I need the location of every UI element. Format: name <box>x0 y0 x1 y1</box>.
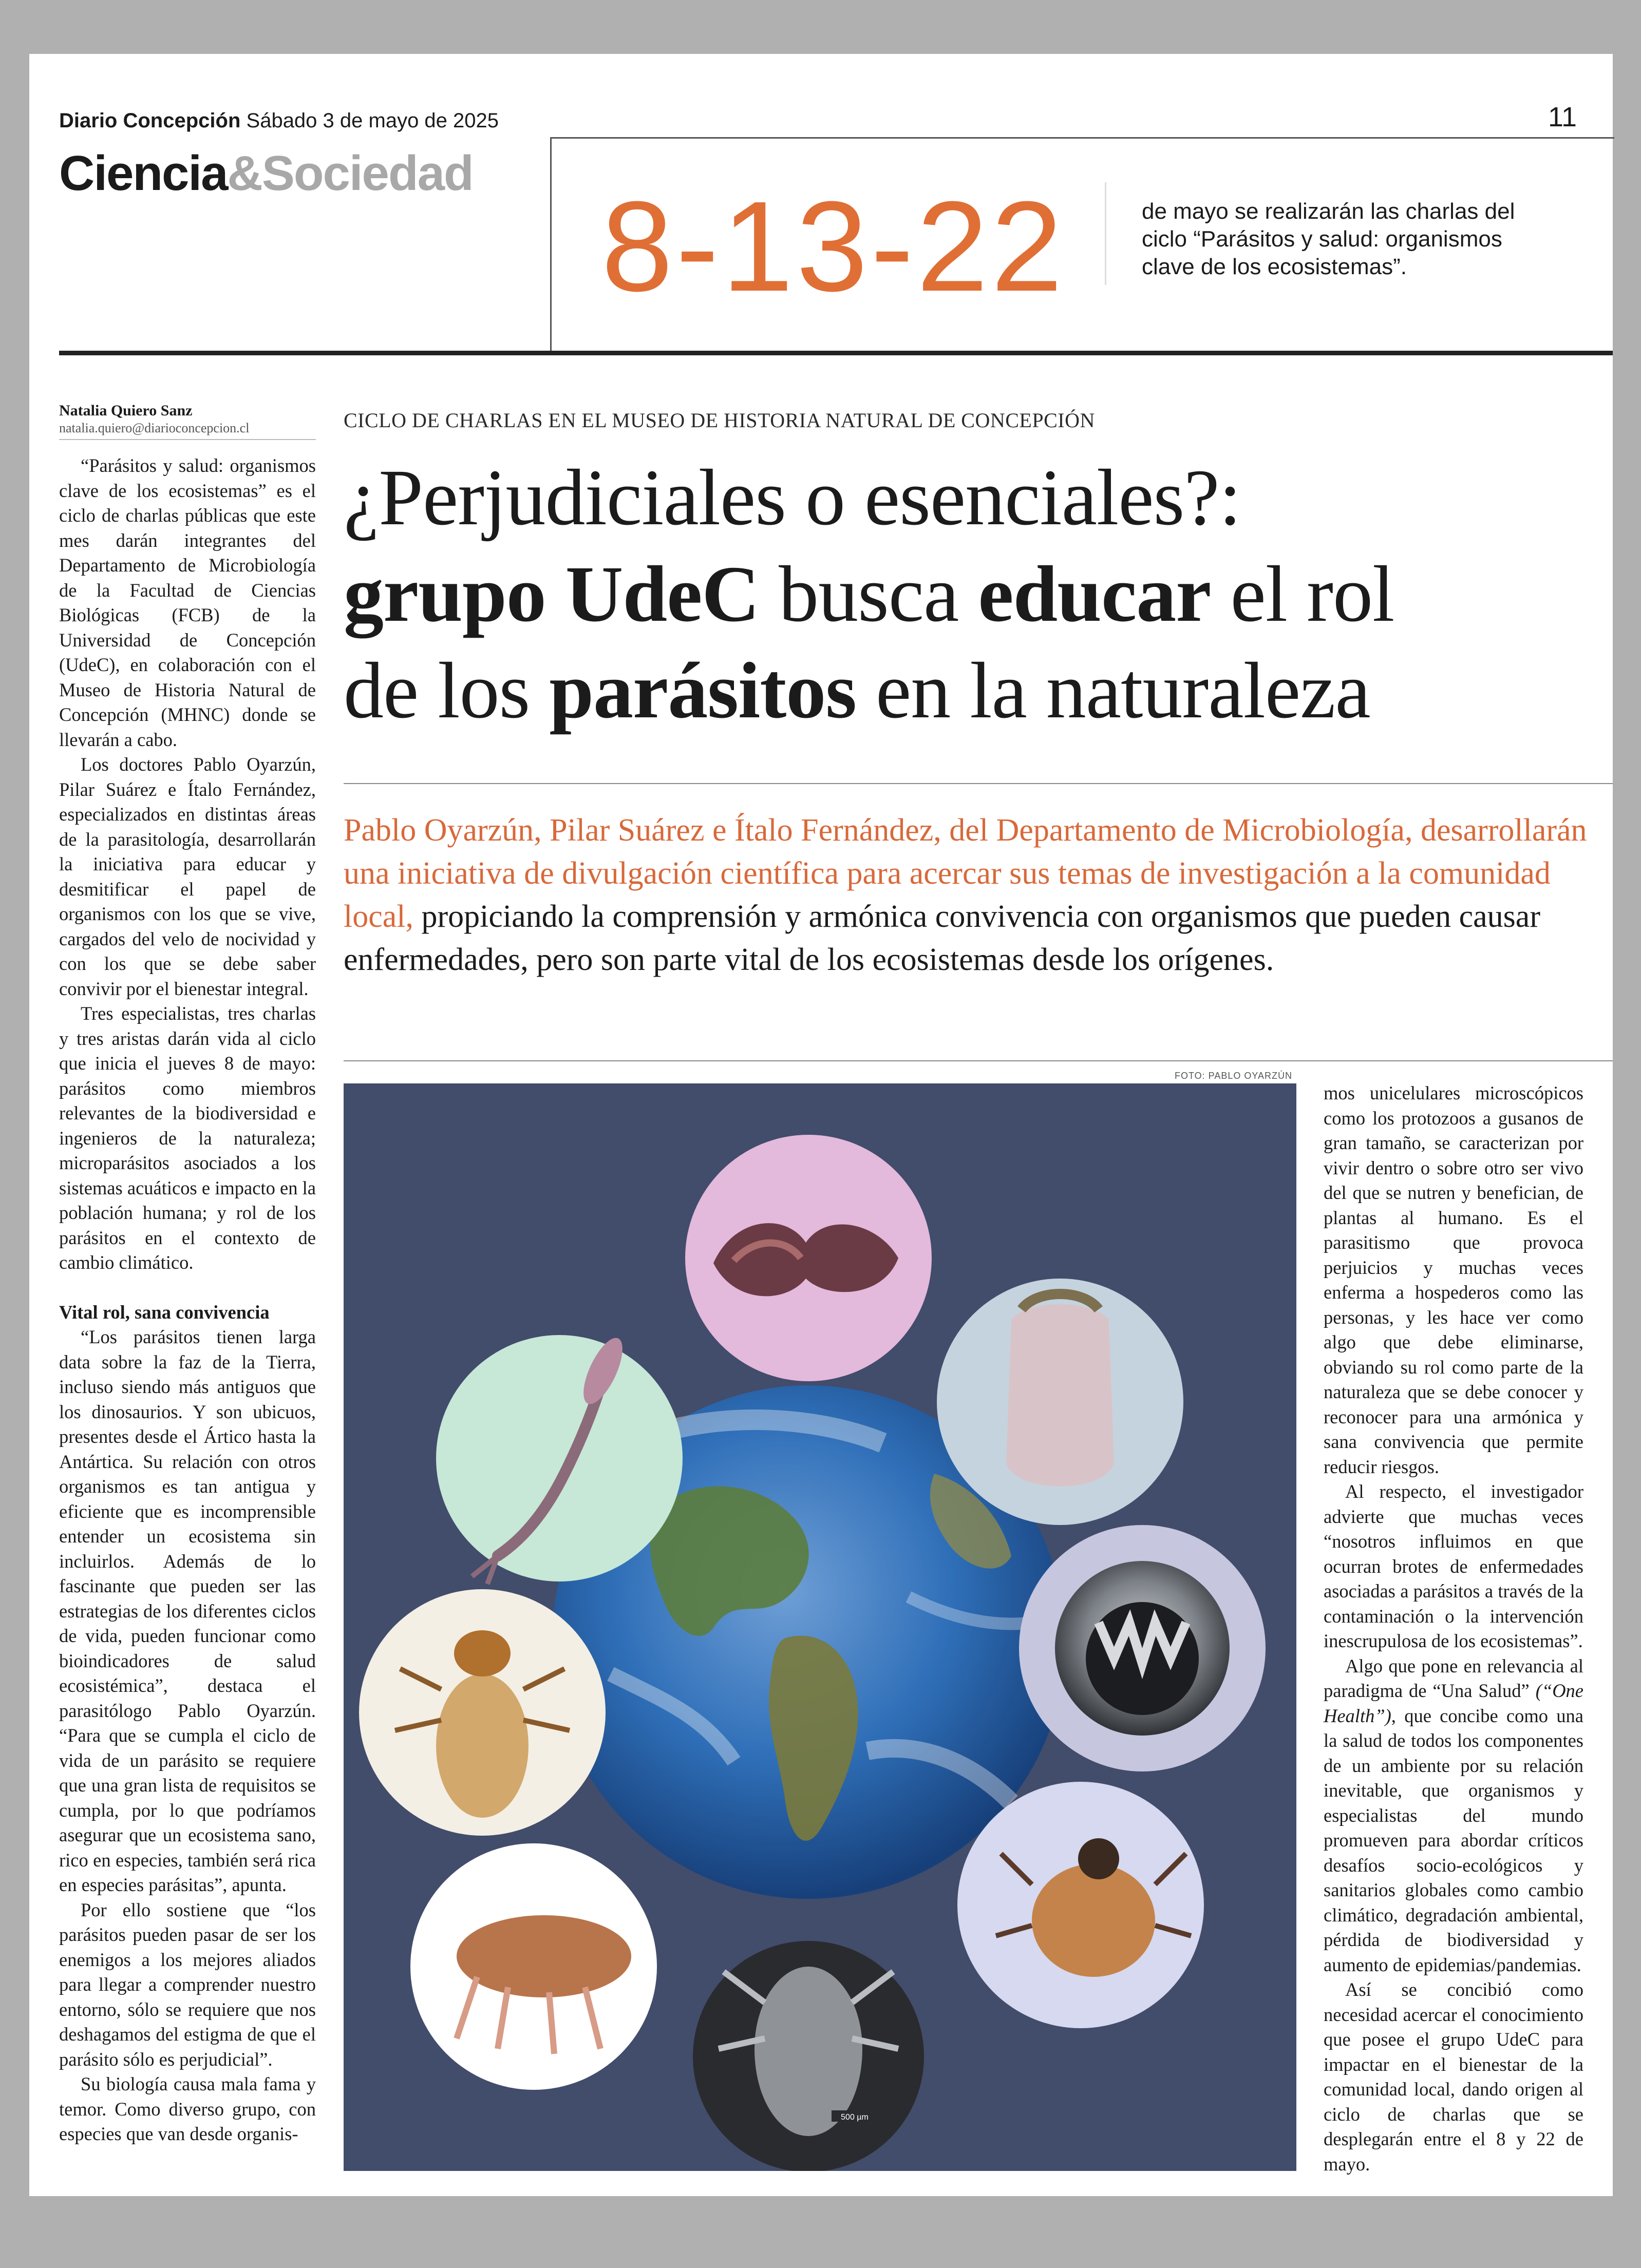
section-title-part2: Sociedad <box>261 146 473 201</box>
page-number: 11 <box>1548 102 1577 132</box>
dates-note: de mayo se realizarán las charlas del ciclo “Parásitos y salud: organismos clave de los ecosistemas”. <box>1142 199 1515 279</box>
right-paragraph-3b: , que concibe como una la salud de todos los componentes de un ambiente por su relación inevitable, que organismos y especialistas del mundo promueven para abordar críticos desafíos socio-ecológicos y sanitarios globales como cambio climático, degradación ambiental, pérdida de biodiversidad y aumento de epidemias/pandemias. <box>1324 1705 1583 1975</box>
paper-name: Diario Concepción <box>59 109 241 132</box>
headline-rule <box>344 783 1613 784</box>
headline-line-2 <box>344 546 1617 642</box>
left-paragraph-6: Su biología causa mala fama y temor. Como diverso grupo, con especies que van desde organis- <box>59 2073 316 2144</box>
lead-paragraph <box>344 809 1617 981</box>
parasites-photo <box>344 1083 1296 2171</box>
hookworm-mouth-circle <box>1019 1525 1266 1771</box>
kicker: CICLO DE CHARLAS EN EL MUSEO DE HISTORIA NATURAL DE CONCEPCIÓN <box>344 409 1095 432</box>
left-paragraph-4: “Los parásitos tienen larga data sobre la faz de la Tierra, incluso siendo más antiguos que los dinosaurios. Y son ubicuos, presentes desde el Ártico hasta la Antártica. Su relación con otros organismos es tan antigua y eficiente que es incomprensible entender un ecosistema sin incluirlos. Además de lo fascinante que pueden ser las estrategias de los diferentes ciclos de vida, pueden funcionar como bioindicadores de salud ecosistémica”, destaca el parasitólogo Pablo Oyarzún. “Para que se cumpla el ciclo de vida de un parásito se requiere que una gran lista de requisitos se cumpla, por lo que podríamos asegurar que un ecosistema sano, rico en especies, también será rica en especies parásitas”, apunta. <box>59 1326 316 1895</box>
right-paragraph-4: Así se concibió como necesidad acercar el conocimiento que posee el grupo UdeC para impactar en el bienestar de la comunidad local, dando origen al ciclo de charlas que se desplegarán entre el 8 y 22 de mayo. <box>1324 1979 1583 2175</box>
right-paragraph-3a: Algo que pone en relevancia al paradigma de “Una Salud” <box>1324 1655 1583 1701</box>
issue-date: Sábado 3 de mayo de 2025 <box>246 109 499 132</box>
section-title-ampersand: & <box>227 146 262 201</box>
headline-text-4: en la naturaleza <box>856 646 1370 735</box>
left-paragraph-3: Tres especialistas, tres charlas y tres aristas darán vida al ciclo que inicia el jueves 8 de mayo: parásitos como miembros relevantes de la biodiversidad e ingenieros de la naturaleza; microparásitos asociados a los sistemas acuáticos e impacto en la población humana; y rol de los parásitos en el contexto de cambio climático. <box>59 1003 316 1273</box>
dates-highlight: 8-13-22 <box>601 175 1066 318</box>
louse-circle <box>410 1843 657 2090</box>
headline-bold-1: grupo UdeC <box>344 549 760 638</box>
right-paragraph-3 <box>1324 1654 1583 1978</box>
paragraph-gap <box>59 1275 316 1300</box>
left-paragraph-1: “Parásitos y salud: organismos clave de los ecosistemas” es el ciclo de charlas públicas que este mes darán integrantes del Departamento de Microbiología de la Facultad de Ciencias Biológicas (FCB) de la Universidad de Concepción (UdeC), en colaboración con el Museo de Historia Natural de Concepción (MHNC) donde se llevarán a cabo. <box>59 455 316 750</box>
header-divider <box>1105 182 1106 285</box>
masthead-line <box>59 109 499 132</box>
left-paragraph-2: Los doctores Pablo Oyarzún, Pilar Suárez e Ítalo Fernández, especializados en distintas áreas de la parasitología, desarrollarán la iniciativa para educar y desmitificar el papel de organismos con los que se vive, cargados del velo de nocividad y con los que se debe saber convivir por el bienestar integral. <box>59 754 316 999</box>
headline-text-3: de los <box>344 646 550 735</box>
lead-highlight: Pablo Oyarzún, Pilar Suárez e Ítalo Fernández, del Departamento de Microbiología, desarrollarán una iniciativa de divulgación científica para acercar sus temas de investigación a la comunidad local, <box>344 813 1587 934</box>
left-paragraph-5: Por ello sostiene que “los parásitos pueden pasar de ser los enemigos a los mejores aliados para llegar a comprender nuestro entorno, sólo se requiere que nos deshagamos del estigma de que el parásito sólo es perjudicial”. <box>59 1899 316 2070</box>
section-title <box>59 145 473 202</box>
trematode-circle <box>685 1135 932 1381</box>
one-health-term: (“One Health”) <box>1324 1680 1583 1726</box>
headline-line-1: ¿Perjudiciales o esenciales?: <box>344 453 1241 542</box>
lead-rule <box>344 1060 1613 1061</box>
photo-illustration <box>344 1083 1296 2171</box>
right-column <box>1324 1081 1583 2177</box>
headline-bold-2: educar <box>978 549 1211 638</box>
left-column <box>59 453 316 2147</box>
headline-text-2: el rol <box>1211 549 1394 638</box>
photo-credit: FOTO: PABLO OYARZÚN <box>1175 1071 1293 1081</box>
subheading: Vital rol, sana convivencia <box>59 1301 270 1323</box>
sem-tick-circle <box>693 1941 924 2171</box>
flea-circle <box>359 1589 606 1836</box>
byline-rule <box>59 439 316 440</box>
author-name: Natalia Quiero Sanz <box>59 402 193 419</box>
right-paragraph-1: mos unicelulares microscópicos como los protozoos a gusanos de gran tamaño, se caracterizan por vivir dentro o sobre otro ser vivo del que se nutren y benefician, de plantas al humano. Es el parasitismo que provoca perjuicios y muchas veces enferma a hospederos como las personas, y les hace ver como algo que debe eliminarse, obviando su rol como parte de la naturaleza que se debe conocer y reconocer para una armónica y sana convivencia que permite reducir riesgos. <box>1324 1082 1583 1477</box>
headline-bold-3: parásitos <box>549 646 857 735</box>
scale-bar-label: 500 µm <box>841 2113 869 2122</box>
tick-circle <box>957 1782 1204 2028</box>
header-rule <box>59 351 1613 355</box>
tapeworm-circle <box>937 1279 1183 1525</box>
newspaper-page <box>29 54 1613 2196</box>
lead-rest: propiciando la comprensión y armónica convivencia con organismos que pueden causar enfermedades, pero son parte vital de los ecosistemas desde los orígenes. <box>344 899 1540 977</box>
headline-text-1: busca <box>759 549 978 638</box>
author-email: natalia.quiero@diarioconcepcion.cl <box>59 421 250 435</box>
section-title-part1: Ciencia <box>59 146 228 201</box>
headline <box>344 449 1617 739</box>
headline-line-3 <box>344 642 1617 739</box>
right-paragraph-2: Al respecto, el investigador advierte que muchas veces “nosotros influimos en que ocurran brotes de enfermedades asociadas a parásitos a través de la contaminación o la intervención inescrupulosa de los ecosistemas”. <box>1324 1481 1583 1651</box>
